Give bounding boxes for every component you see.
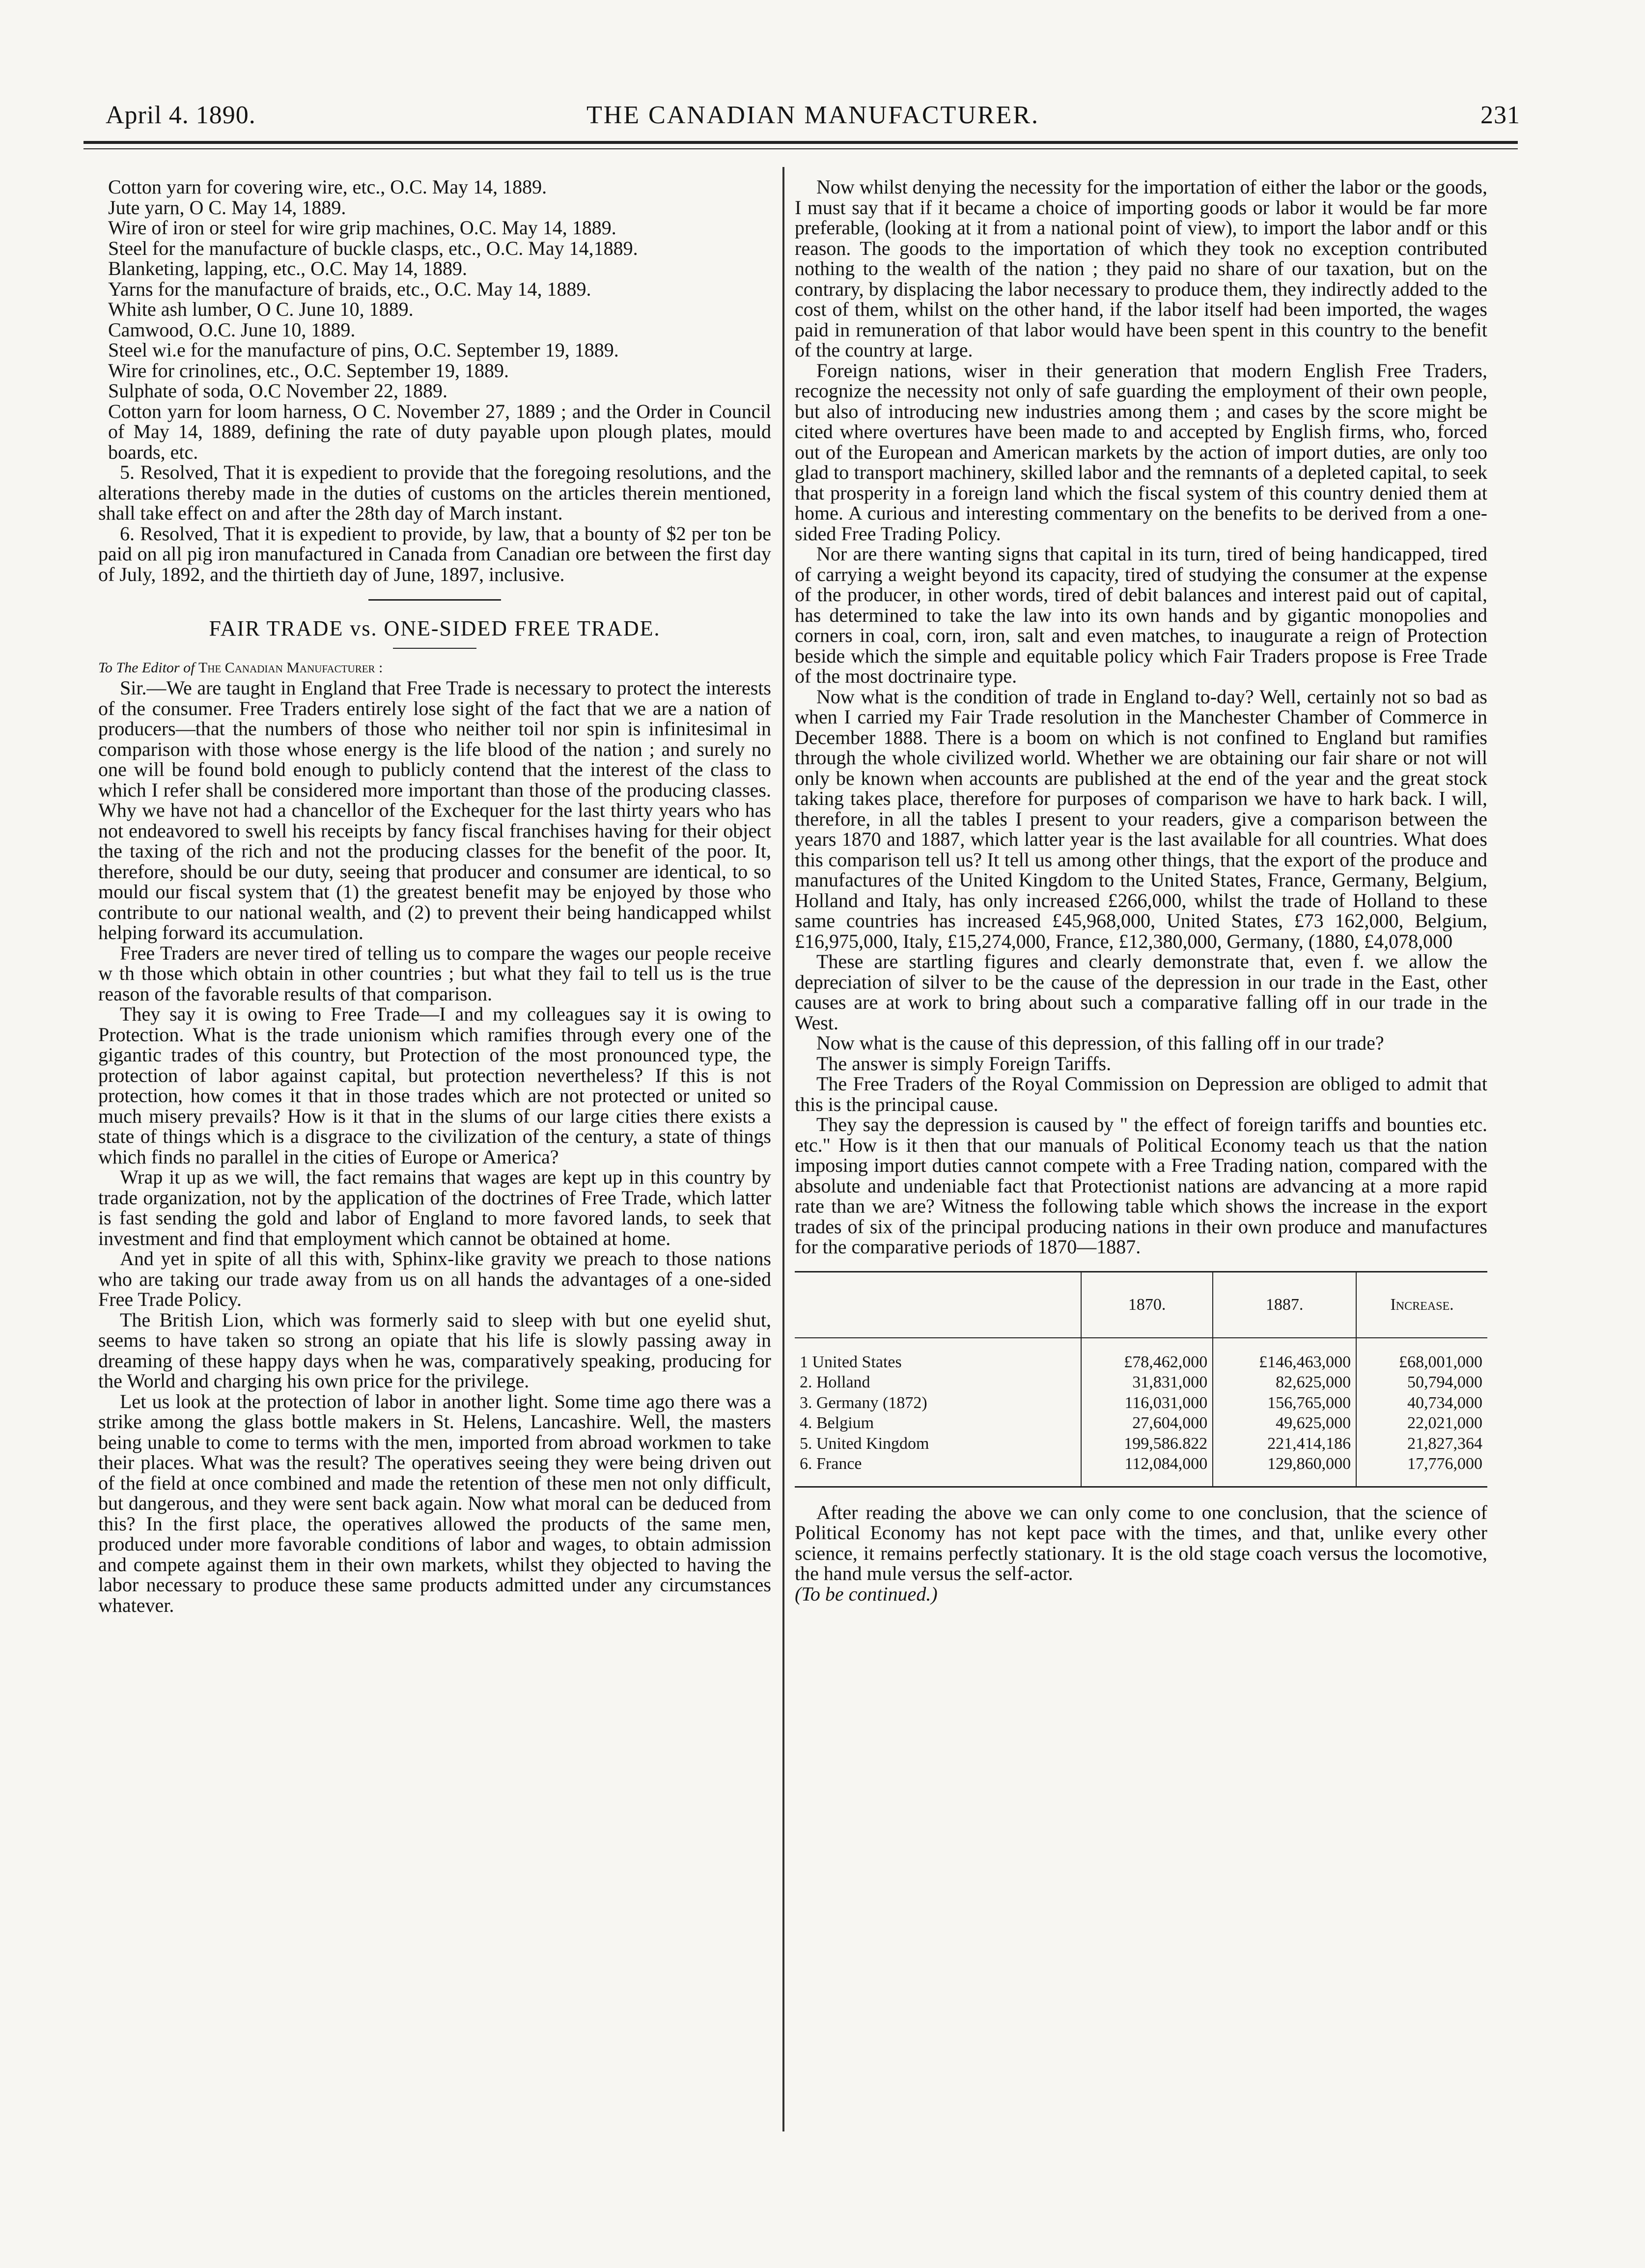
- list-item: Cotton yarn for covering wire, etc., O.C. May 14, 1889.: [108, 176, 547, 198]
- increase-cell: 40,734,000: [1356, 1393, 1487, 1413]
- list-item: Yarns for the manufacture of braids, etc., O.C. May 14, 1889.: [108, 277, 591, 300]
- list-item: Steel wi.e for the manufacture of pins, O.C. September 19, 1889.: [108, 339, 619, 361]
- country-cell: 6. France: [800, 1455, 862, 1473]
- body-paragraph: These are startling figures and clearly demonstrate that, even f. we allow the depreciation of silver to be the cause of the depression in our trade in the East, other causes are at work to bring about such a comparative falling off in our trade in the West.: [795, 950, 1487, 1034]
- list-item: Sulphate of soda, O.C November 22, 1889.: [108, 380, 448, 402]
- list-item: Wire of iron or steel for wire grip machines, O.C. May 14, 1889.: [108, 217, 616, 239]
- resolution-6: 6. Resolved, That it is expedient to provide, by law, that a bounty of $2 per ton be paid on all pig iron manufactured in Canada from Canadian ore between the first day of July, 1892, and the thirtieth day of June, 1897, inclusive.: [98, 522, 771, 585]
- country-cell: 3. Germany (1872): [800, 1393, 927, 1412]
- title-underline: [393, 648, 476, 649]
- table-header-cell: Increase.: [1356, 1272, 1487, 1338]
- page-header: [106, 96, 1520, 135]
- right-column: [795, 177, 1487, 1604]
- table-header-cell: [795, 1272, 1081, 1338]
- continued-note: (To be continued.): [795, 1582, 938, 1605]
- body-paragraph: They say it is owing to Free Trade—I and my colleagues say it is owing to Protection. What is the trade unionism which ramifies through every one of the gigantic trades of this country, but Protection of the most pronounced type, the protection of labor against capital, but protection nevertheless? If this is not protection, how comes it that in those trades which are not protected or united so much misery prevails? How is it that in the slums of our large cities there exists a state of things which is a disgrace to the civilization of the century, a state of things which finds no parallel in the cities of Europe or America?: [98, 1003, 771, 1168]
- body-paragraph: The Free Traders of the Royal Commission on Depression are obliged to admit that this is the principal cause.: [795, 1073, 1487, 1115]
- left-column: [98, 177, 771, 1615]
- section-divider: [368, 599, 501, 601]
- list-item: Blanketing, lapping, etc., O.C. May 14, 1889.: [108, 257, 468, 279]
- value-1887-cell: 49,625,000: [1213, 1413, 1356, 1434]
- body-paragraph: Foreign nations, wiser in their generation that modern English Free Traders, recognize the necessity not only of safe guarding the employment of their own people, but also of introducing new industries among them ; and cases by the score might be cited where overtures have been made to and accepted by English firms, who, forced out of the European and American markets by the action of import duties, are only too glad to transport machinery, skilled labor and the remnants of a depleted capital, to seek that prosperity in a foreign land which the fiscal system of this country denied them at home. A curious and interesting commentary on the benefits to be derived from a one-sided Free Trading Policy.: [795, 359, 1487, 545]
- country-cell: 1 United States: [800, 1353, 902, 1371]
- body-paragraph: The British Lion, which was formerly said to sleep with but one eyelid shut, seems to have taken so strong an opiate that his life is slowly passing away in dreaming of these happy days when he was, comparatively speaking, producing for the World and charging his own price for the privilege.: [98, 1308, 771, 1392]
- body-paragraph: Free Traders are never tired of telling us to compare the wages our people receive w th those which obtain in other countries ; but what they fail to tell us is the true reason of the favorable results of that comparison.: [98, 941, 771, 1005]
- salutation-prefix: To The Editor of: [98, 659, 198, 676]
- increase-cell: £68,001,000: [1356, 1338, 1487, 1373]
- issue-date: April 4. 1890.: [106, 101, 256, 129]
- table-row: [795, 1338, 1487, 1373]
- tariff-list: [98, 177, 771, 462]
- body-paragraph: Now what is the cause of this depression, of this falling off in our trade?: [816, 1032, 1384, 1054]
- list-item: Steel for the manufacture of buckle clasps, etc., O.C. May 14,1889.: [108, 237, 638, 259]
- article-title: FAIR TRADE vs. ONE-SIDED FREE TRADE.: [209, 616, 661, 640]
- body-paragraph: Let us look at the protection of labor in another light. Some time ago there was a strike among the glass bottle makers in St. Helens, Lancashire. Well, the masters being unable to come to terms with the men, imported from abroad workmen to take their places. What was the result? The operatives seeing they were being driven out of the field at once combined and made the retention of these men not only difficult, but dangerous, and they were sent back again. Now what moral can be deduced from this? In the first place, the operatives allowed the products of the same men, produced under more favorable conditions of labor and wages, to obtain admission and compete against them in their own markets, whilst they objected to having the labor necessary to produce these same products admitted under any circumstances whatever.: [98, 1390, 771, 1616]
- list-item: Jute yarn, O C. May 14, 1889.: [108, 196, 346, 219]
- increase-cell: 21,827,364: [1356, 1434, 1487, 1454]
- value-1870-cell: 112,084,000: [1081, 1454, 1213, 1487]
- body-paragraph: They say the depression is caused by " the effect of foreign tariffs and bounties etc. etc." How is it then that our manuals of Political Economy teach us that the nation imposing import duties cannot compete with a Free Trading nation, compared with the absolute and undeniable fact that Protectionist nations are advancing at a more rapid rate than we are? Witness the following table which shows the increase in the export trades of six of the principal producing nations in their own produce and manufactures for the comparative periods of 1870—1887.: [795, 1113, 1487, 1258]
- salutation-name: The Canadian Manufacturer :: [198, 659, 383, 676]
- salutation: [98, 658, 771, 678]
- body-paragraph: The answer is simply Foreign Tariffs.: [816, 1052, 1112, 1075]
- header-rule-thin: [84, 148, 1518, 149]
- value-1887-cell: 82,625,000: [1213, 1372, 1356, 1393]
- value-1887-cell: 221,414,186: [1213, 1434, 1356, 1454]
- table-row: [795, 1393, 1487, 1413]
- country-cell: 4. Belgium: [800, 1414, 874, 1432]
- value-1887-cell: 156,765,000: [1213, 1393, 1356, 1413]
- list-item: Camwood, O.C. June 10, 1889.: [108, 318, 356, 341]
- body-paragraph: And yet in spite of all this with, Sphinx-like gravity we preach to those nations who are taking our trade away from us on all hands the advantages of a one-sided Free Trade Policy.: [98, 1247, 771, 1310]
- body-paragraph: Now what is the condition of trade in England to-day? Well, certainly not so bad as when I carried my Fair Trade resolution in the Manchester Chamber of Commerce in December 1888. There is a boom on which is not confined to England but ramifies through the whole civilized world. Whether we are obtaining our fair share or not will only be known when accounts are published at the end of the year and the great stock taking takes place, therefore for purposes of comparison we have to hark back. I will, therefore, in all the tables I present to your readers, give a comparison between the years 1870 and 1887, which latter year is the last available for all countries. What does this comparison tell us? It tell us among other things, that the export of the produce and manufactures of the United Kingdom to the United States, France, Germany, Belgium, Holland and Italy, has only increased £266,000, whilst the trade of Holland to these same countries has increased £45,968,000, United States, £73 162,000, Belgium, £16,975,000, Italy, £15,274,000, France, £12,380,000, Germany, (1880, £4,078,000: [795, 685, 1487, 952]
- resolution-5: 5. Resolved, That it is expedient to provide that the foregoing resolutions, and the alterations thereby made in the duties of customs on the articles therein mentioned, shall take effect on and after the 28th day of March instant.: [98, 461, 771, 524]
- body-paragraph: Wrap it up as we will, the fact remains that wages are kept up in this country by trade organization, not by the application of the doctrines of Free Trade, which latter is fast sending the gold and labor of England to more favored lands, to seek that investment and find that employment which cannot be obtained at home.: [98, 1166, 771, 1249]
- value-1870-cell: £78,462,000: [1081, 1338, 1213, 1373]
- value-1870-cell: 31,831,000: [1081, 1372, 1213, 1393]
- list-item: Wire for crinolines, etc., O.C. September 19, 1889.: [108, 359, 509, 382]
- table-row: [795, 1372, 1487, 1393]
- table-row: [795, 1434, 1487, 1454]
- table-row: [795, 1454, 1487, 1487]
- increase-cell: 50,794,000: [1356, 1372, 1487, 1393]
- closing-paragraph: After reading the above we can only come to one conclusion, that the science of Political Economy has not kept pace with the times, and that, unlike every other science, it remains perfectly stationary. It is the old stage coach versus the locomotive, the hand mule versus the self-actor.: [795, 1501, 1487, 1584]
- value-1870-cell: 116,031,000: [1081, 1393, 1213, 1413]
- country-cell: 5. United Kingdom: [800, 1434, 929, 1453]
- value-1887-cell: 129,860,000: [1213, 1454, 1356, 1487]
- export-trade-table: [795, 1271, 1487, 1488]
- body-paragraph: Now whilst denying the necessity for the importation of either the labor or the goods, I must say that if it became a choice of importing goods or labor it would be far more preferable, (looking at it from a national point of view), to import the labor andf or this reason. The goods to the importation of which they took no exception contributed nothing to the wealth of the nation ; they paid no share of our taxation, but on the contrary, by displacing the labor necessary to produce them, they indirectly added to the cost of them, whilst on the other hand, if the labor itself had been imported, the wages paid in remuneration of that labor would have been spent in this country to the benefit of the country at large.: [795, 176, 1487, 361]
- table-header-row: [795, 1272, 1487, 1338]
- list-item: Cotton yarn for loom harness, O C. November 27, 1889 ; and the Order in Council of May 14, 1889, defining the rate of duty payable upon plough plates, mould boards, etc.: [108, 400, 771, 463]
- publication-title: THE CANADIAN MANUFACTURER.: [586, 101, 1040, 129]
- increase-cell: 22,021,000: [1356, 1413, 1487, 1434]
- list-item: White ash lumber, O C. June 10, 1889.: [108, 298, 414, 320]
- header-rule-thick: [84, 141, 1518, 144]
- increase-cell: 17,776,000: [1356, 1454, 1487, 1487]
- country-cell: 2. Holland: [800, 1373, 870, 1391]
- value-1870-cell: 27,604,000: [1081, 1413, 1213, 1434]
- body-paragraph: Sir.—We are taught in England that Free Trade is necessary to protect the interests of the consumer. Free Traders entirely lose sight of the fact that we are a nation of producers—that the numbers of those who neither toil nor spin is infinitesimal in comparison with those whose energy is the life blood of the nation ; and surely no one will be found bold enough to publicly contend that the interest of the class to which I refer shall be considered more important than those of the producing classes. Why we have not had a chancellor of the Exchequer for the last thirty years who has not endeavored to swell his receipts by fancy fiscal franchises having for their object the taxing of the rich and not the producing classes for the benefit of the poor. It, therefore, should be our duty, seeing that producer and consumer are identical, to so mould our fiscal system that (1) the greatest benefit may be enjoyed by those who contribute to our national wealth, and (2) to prevent their being handicapped whilst helping forward its accumulation.: [98, 677, 771, 943]
- table-header-cell: 1870.: [1081, 1272, 1213, 1338]
- column-divider: [782, 167, 784, 2131]
- value-1870-cell: 199,586.822: [1081, 1434, 1213, 1454]
- body-paragraph: Nor are there wanting signs that capital in its turn, tired of being handicapped, tired of carrying a weight beyond its capacity, tired of studying the consumer at the expense of the producer, in other words, tired of debit balances and interest paid out of capital, has determined to take the law into its own hands and by gigantic monopolies and corners in coal, corn, iron, salt and even matches, to inaugurate a reign of Protection beside which the simple and equitable policy which Fair Traders propose is Free Trade of the most doctrinaire type.: [795, 543, 1487, 687]
- value-1887-cell: £146,463,000: [1213, 1338, 1356, 1373]
- page-number: 231: [1480, 101, 1520, 129]
- table-row: [795, 1413, 1487, 1434]
- table-header-cell: 1887.: [1213, 1272, 1356, 1338]
